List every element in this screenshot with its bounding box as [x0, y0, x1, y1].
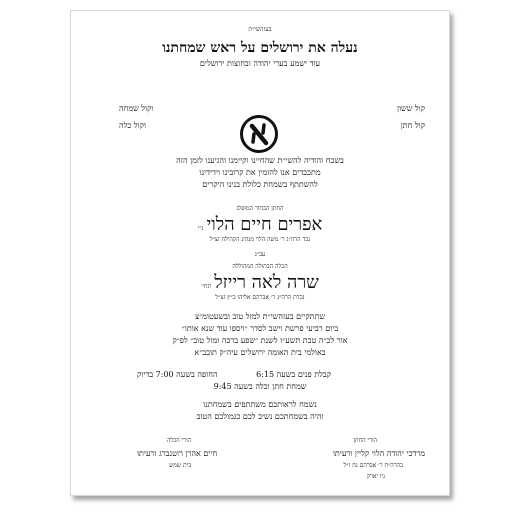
groom-parents-label: הורי החתן: [353, 437, 377, 444]
bride-lineage: נכדת הרה״ג ר׳ אברהם אליהו כ״ץ זצ״ל: [215, 294, 305, 301]
groom-label: החתן הבחור המופלג: [236, 205, 284, 212]
bride-parents-label: הורי הכלה: [167, 437, 192, 444]
reception-time: קבלת פנים בשעה 6:15: [256, 370, 331, 379]
intro-line-2: מתכבדים אנו להזמין את קרובינו וידידינו: [199, 168, 321, 177]
intro-line-3: להשתתף בשמחת כלולת בנינו היקרים: [202, 180, 318, 189]
corner-left-bottom: וקול כלה: [119, 121, 146, 130]
bride-parents-names: חיים אהרן רוטנברג ורעיתו: [137, 449, 218, 458]
bride-label: הכלה הבתולה המהוללה: [232, 263, 288, 270]
groom-parents-sub: בהרה״ח ר׳ אברהם נח ז״ל: [343, 462, 403, 469]
corner-left-top: וקול שמחה: [119, 104, 154, 113]
groom-name: [71, 216, 449, 234]
bride-name-text: שרה לאה רייזל: [214, 272, 319, 293]
invitation-card: [70, 10, 450, 496]
groom-parents-place: ניו יארק: [366, 473, 385, 480]
invitation-title: נעלה את ירושלים על ראש שמחתנו: [162, 40, 358, 56]
corner-right-top: קול ששון: [396, 104, 425, 113]
groom-name-text: אפרים חיים הלוי: [206, 214, 323, 235]
details-line-2: ביום רביעי פרשת וישב לסדר ״ויספו עוד שנא אותו״: [181, 324, 339, 333]
bride-name: [71, 274, 449, 292]
with-word: עב״ג: [254, 251, 266, 258]
bride-parents-place: בית שמש: [169, 462, 192, 469]
closing-line-2: והיה בשמחתכם נשיב לכם כגמולכם הטוב: [196, 412, 324, 421]
invitation-subtitle: עוד ישמע בערי יהודה ובחוצות ירושלים: [199, 59, 321, 68]
groom-parents-names: מרדכי יהודה הלוי קליין ורעיתו: [332, 449, 425, 458]
bride-suffix: תחי׳: [201, 283, 212, 290]
corner-right-bottom: קול חתן: [400, 121, 425, 130]
intro-line-1: בשבח והודיה להשי״ת שהחיינו וקיימנו והגיענו לזמן הזה: [176, 156, 344, 165]
monogram-logo-icon: [240, 115, 278, 153]
details-line-1: שתתקיים בעזהשי״ת למזל טוב ובשעטומ״צ: [194, 312, 326, 321]
groom-lineage: נכד הרה״ג ר׳ משה הלוי מנהיג הקהילה זצ״ל: [209, 236, 311, 243]
header-bs: בעזהשי״ת: [248, 26, 272, 33]
chuppah-time: החופה בשעה 7:00 בדיוק: [137, 370, 218, 379]
details-line-3: אור לכ״ה טבת תשע״ו לשנת ״שפע ברכה ומזל טוב״ לפ״ק: [172, 336, 348, 345]
dance-time: שמחת חתן וכלה בשעה 9:45: [213, 382, 307, 391]
details-line-4: באולמי בית האומה ירושלים עיה״ק תובב״א: [194, 348, 326, 357]
closing-line-1: נשמח לראותכם משתתפים בשמחתנו: [203, 400, 317, 409]
groom-suffix: נ״י: [197, 225, 204, 232]
